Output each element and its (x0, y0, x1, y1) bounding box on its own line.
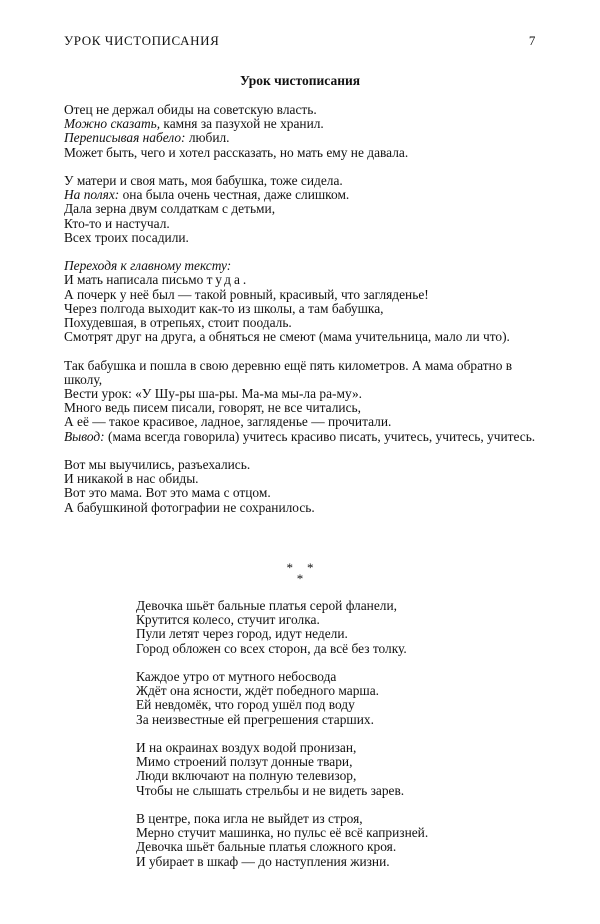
page-title: Урок чистописания (239, 73, 361, 88)
line-text: (мама всегда говорила) учитесь красиво писать, учитесь, учитесь, учитесь. (104, 428, 536, 444)
separator-asterisk: * (307, 560, 314, 575)
line-text: Похудевшая, в отрепьях, стоит поодаль. (64, 315, 292, 331)
poem-line: И на окраинах воздух водой пронизан, (136, 740, 357, 755)
text-line (64, 174, 544, 188)
line-text: любил. (185, 130, 230, 146)
line-text: она была очень честная, даже слишком. (119, 187, 350, 203)
italic-annotation: На полях: (64, 187, 120, 203)
italic-annotation: Переходя к главному тексту: (64, 258, 232, 274)
text-line (64, 259, 544, 273)
italic-annotation: Переписывая набело: (64, 130, 186, 146)
text-line (64, 330, 544, 344)
poem-line: Люди включают на полную телевизор, (136, 768, 357, 784)
text-line (64, 288, 544, 302)
poem-stanza (136, 599, 546, 656)
italic-annotation: Можно сказать, (64, 116, 161, 132)
poem-stanza (136, 670, 546, 727)
poem-line: Мерно стучит машинка, но пульс её всё капризней. (136, 825, 429, 841)
poem-line: Девочка шьёт бальные платья сложного кроя. (136, 839, 397, 855)
text-line (64, 302, 544, 316)
line-text: И мать написала письмо (64, 272, 207, 288)
line-text: Смотрят друг на друга, а обняться не смеют (мама учительница, мало ли что). (64, 329, 510, 345)
paragraph (64, 359, 544, 444)
line-text: Кто-то и настучал. (64, 215, 170, 231)
line-text: Вести урок: «У Шу-ры ша-ры. Ма-ма мы-ла ра-му». (64, 386, 363, 402)
line-text: Много ведь писем писали, говорят, не все читались, (64, 400, 361, 416)
text-line (64, 486, 544, 500)
line-text: Может быть, чего и хотел рассказать, но мать ему не давала. (64, 144, 409, 160)
poem-line: Пули летят через город, идут недели. (136, 626, 348, 642)
text-line (64, 146, 544, 160)
text-line (64, 430, 544, 444)
paragraph (64, 458, 544, 515)
paragraph (64, 174, 544, 245)
line-text: Вот мы выучились, разъехались. (64, 457, 251, 473)
poem (136, 599, 546, 869)
line-text: Так бабушка и пошла в свою деревню ещё пять километров. А мама обратно в школу, (64, 357, 513, 387)
text-line (64, 316, 544, 330)
line-text: Через полгода выходит как-то из школы, а там бабушка, (64, 300, 384, 316)
text-line (64, 472, 544, 486)
paragraph (64, 103, 544, 160)
italic-annotation: Вывод: (64, 428, 105, 444)
line-text: Отец не держал обиды на советскую власть. (64, 102, 317, 117)
text-line (64, 131, 544, 145)
poem-line: Ждёт она ясности, ждёт победного марша. (136, 683, 380, 699)
poem-line: Крутится колесо, стучит иголка. (136, 612, 320, 628)
line-text: А её — такое красивое, ладное, загляденье — прочитали. (64, 414, 392, 430)
line-text: камня за пазухой не хранил. (160, 116, 324, 132)
running-title: УРОК ЧИСТОПИСАНИЯ (64, 33, 220, 48)
separator-asterisk: * (286, 560, 293, 575)
text-line (64, 117, 544, 131)
text-line (64, 202, 544, 216)
text-line (64, 273, 544, 287)
line-text: И никакой в нас обиды. (64, 471, 199, 487)
line-text: А почерк у неё был — такой ровный, красивый, что загляденье! (64, 286, 429, 302)
text-line (64, 359, 544, 387)
poem-line: Девочка шьёт бальные платья серой фланели, (136, 598, 397, 613)
poem-line: И убирает в шкаф — до наступления жизни. (136, 853, 390, 869)
poem-line: Каждое утро от мутного небосвода (136, 669, 337, 684)
text-line (64, 501, 544, 515)
text-line (64, 103, 544, 117)
poem-line: Чтобы не слышать стрельбы и не видеть зарев. (136, 782, 405, 798)
poem-line: За неизвестные ей прегрешения старших. (136, 711, 374, 727)
text-line (64, 415, 544, 429)
poem-stanza (136, 741, 546, 798)
line-text: У матери и своя мать, моя бабушка, тоже сидела. (64, 173, 343, 188)
paragraph (64, 259, 544, 344)
poem-stanza (136, 812, 546, 869)
spaced-word: туда (206, 272, 243, 288)
poem-line: Город обложен со всех сторон, да всё без толку. (136, 640, 407, 656)
poem-line: В центре, пока игла не выйдет из строя, (136, 811, 363, 826)
section-separator (0, 562, 600, 584)
poem-line: Ей невдомёк, что город ушёл под воду (136, 697, 355, 713)
text-line (64, 217, 544, 231)
poem-line: Мимо строений ползут донные твари, (136, 754, 353, 770)
text-line (64, 231, 544, 245)
text-line (64, 387, 544, 401)
text-line (64, 188, 544, 202)
text-line (64, 458, 544, 472)
line-text: А бабушкиной фотографии не сохранилось. (64, 499, 315, 515)
line-text: Вот это мама. Вот это мама с отцом. (64, 485, 271, 501)
prose-text (64, 103, 544, 515)
page-number: 7 (528, 33, 536, 48)
text-line (64, 401, 544, 415)
running-head (64, 33, 536, 49)
line-tail: . (242, 272, 247, 288)
line-text: Дала зерна двум солдаткам с детьми, (64, 201, 276, 217)
line-text: Всех троих посадили. (64, 229, 189, 245)
separator-asterisk: * (296, 571, 304, 586)
